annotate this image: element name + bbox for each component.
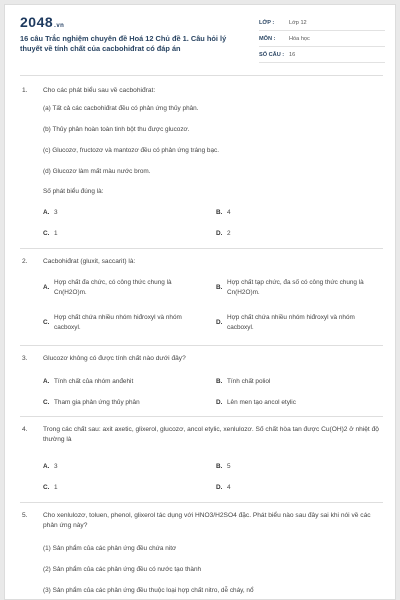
question-number: 3. <box>22 355 28 362</box>
question-text: Glucozơ không có được tính chất nào dưới đây? <box>43 355 186 362</box>
question-divider <box>20 502 383 503</box>
question-text: Cacbohiđrat (gluxit, saccarit) là: <box>43 258 136 265</box>
statement: (1) Sản phẩm của các phản ứng đều chứa nitơ <box>43 545 177 552</box>
meta-value: Hóa học <box>289 36 310 42</box>
meta-key: SỐ CÂU : <box>259 52 285 58</box>
question-number: 1. <box>22 87 28 94</box>
question-divider <box>20 345 383 346</box>
question-number: 4. <box>22 426 28 433</box>
statement: (b) Thủy phân hoàn toàn tinh bột thu được glucozơ. <box>43 126 190 133</box>
meta-value: Lớp 12 <box>289 20 307 26</box>
question-text: Trong các chất sau: axit axetic, glixerol, glucozơ, ancol etylic, xenlulozơ. Số chất hòa tan được Cu(OH)2 ở nhiệt độ thường là <box>43 426 379 443</box>
meta-row-count <box>259 49 385 63</box>
statement: (c) Glucozơ, fructozơ và mantozơ đều có phản ứng tráng bạc. <box>43 147 219 154</box>
site-logo[interactable]: 2048.vn <box>20 14 65 30</box>
question-divider <box>20 248 383 249</box>
statement: Số phát biểu đúng là: <box>43 188 104 195</box>
document-header <box>5 5 395 73</box>
document-page: 2048.vn 16 câu Trắc nghiệm chuyên đề Hoá 12 Chủ đề 1. Câu hỏi lý thuyết về tính chất của cacbohiđrat có đáp án LỚP : Lớp 12 MÔN : Hóa học SỐ CÂU : 16 1. Cho các phát biểu sau về cacbohiđrat: (a) Tất cả các cacbohiđrat đều có phản ứng thủy phân. (b) Thủy phân hoàn toàn tinh bột thu được glucozơ. (c) Glucozơ, fructozơ và mantozơ đều có phản ứng tráng bạc. (d) Glucozơ làm mất màu nước brom. Số phát biểu đúng là: A. 3 B. 4 C. 1 D. 2 2. Cacbohiđrat (gluxit, saccarit) là: A. Hợp chất đa chức, có công thức chung là Cn(H2O)m. B. Hợp chất tạp chức, đa số có công thức chung là Cn(H2O)m. C. Hợp chất chứa nhiều nhóm hiđroxyl và nhóm cacboxyl. D. Hợp chất chứa nhiều nhóm hiđroxyl và nhóm cacboxyl. 3. Glucozơ không có được tính chất nào dưới đây? A. Tính chất của nhóm anđehit B. Tính chất poliol C. Tham gia phản ứng thủy phân D. Lên men tạo ancol etylic 4. Trong các chất sau: axit axetic, glixerol, glucozơ, ancol etylic, xenlulozơ. Số chất hòa tan được Cu(OH)2 ở nhiệt độ thường là A. 3 B. 5 C. 1 D. 4 5. Cho xenlulozơ, toluen, phenol, glixerol tác dụng với HNO3/H2SO4 đặc. Phát biểu nào sau đây sai khi nói về các phản ứng này? (1) Sản phẩm của các phản ứng đều chứa nitơ (2) Sản phẩm của các phản ứng đều có nước tạo thành (3) Sản phẩm của các phản ứng đều thuộc loại hợp chất nitro, dễ cháy, nổ <box>4 4 396 600</box>
question-text: Cho các phát biểu sau về cacbohiđrat: <box>43 87 156 94</box>
meta-key: MÔN : <box>259 36 276 42</box>
document-title: 16 câu Trắc nghiệm chuyên đề Hoá 12 Chủ đề 1. Câu hỏi lý thuyết về tính chất của cacbohiđrat có đáp án <box>20 34 227 53</box>
document-meta <box>259 17 385 65</box>
question-number: 5. <box>22 512 28 519</box>
statement: (2) Sản phẩm của các phản ứng đều có nước tạo thành <box>43 566 202 573</box>
meta-row-subject <box>259 33 385 47</box>
question-number: 2. <box>22 258 28 265</box>
meta-row-class <box>259 17 385 31</box>
statement: (3) Sản phẩm của các phản ứng đều thuộc loại hợp chất nitro, dễ cháy, nổ <box>43 587 254 594</box>
statement: (a) Tất cả các cacbohiđrat đều có phản ứng thủy phân. <box>43 105 199 112</box>
question-text: Cho xenlulozơ, toluen, phenol, glixerol tác dụng với HNO3/H2SO4 đặc. Phát biểu nào sau đây sai khi nói về các phản ứng này? <box>43 512 371 529</box>
header-divider <box>20 75 383 76</box>
meta-key: LỚP : <box>259 20 275 26</box>
question-divider <box>20 416 383 417</box>
meta-value: 16 <box>289 52 296 58</box>
statement: (d) Glucozơ làm mất màu nước brom. <box>43 168 151 175</box>
